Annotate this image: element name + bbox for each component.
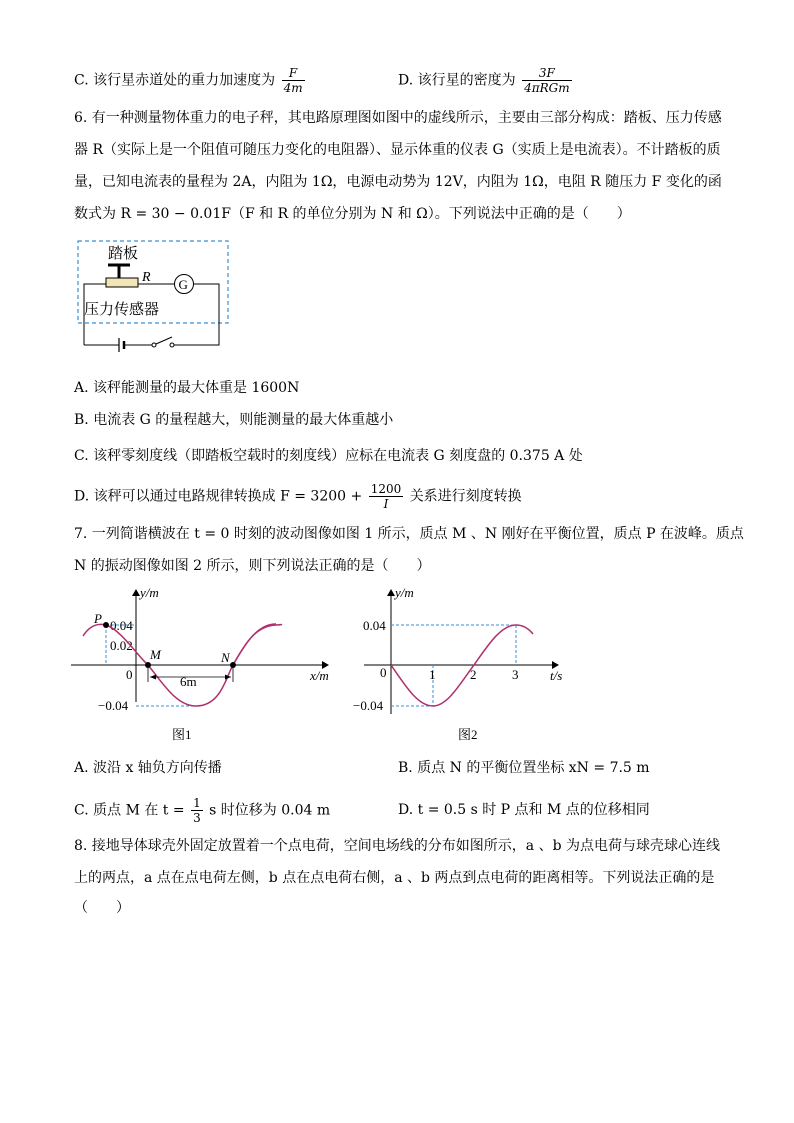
label-p: P [94,611,102,626]
q5-option-d[interactable] [398,66,574,95]
pressure-resistor [106,278,138,287]
q6-option-c[interactable]: C. 该秤零刻度线（即踏板空载时的刻度线）应标在电流表 G 刻度盘的 0.375 A 处 [74,448,583,464]
q6-stem-line-1: 6. 有一种测量物体重力的电子秤，其电路原理图如图中的虚线所示，主要由三部分构成：踏板、压力传感 [74,110,722,126]
q7-option-c-text: C. 质点 M 在 t = [74,802,185,819]
q8-stem-line-3: （ ） [74,900,130,916]
q5-option-d-text: D. 该行星的密度为 [398,72,516,89]
fig2-caption: 图2 [458,727,478,742]
q8-stem-line-1: 8. 接地导体球壳外固定放置着一个点电荷，空间电场线的分布如图所示，a 、b 为点电荷与球壳球心连线 [74,838,721,854]
q6-option-b[interactable]: B. 电流表 G 的量程越大，则能测量的最大体重越小 [74,412,394,428]
q6-circuit-diagram [72,238,237,356]
q6-option-d-text: D. 该秤可以通过电路规律转换成 F = 3200 + [74,488,363,505]
label-m: M [150,647,161,662]
switch-contact-right [170,343,174,347]
fig2-xlabel: t/s [550,668,563,683]
q7-stem-line-2: N 的振动图像如图 2 所示，则下列说法正确的是（ ） [74,558,431,574]
fig1-caption: 图1 [172,727,192,742]
sensor-label: 压力传感器 [84,302,160,318]
pedal-label: 踏板 [108,246,139,262]
label-n: N [221,650,230,665]
q6-stem-line-2: 器 R（实际上是一个阻值可随压力变化的电阻器）、显示体重的仪表 G（实质上是电流表）。不计踏板的质 [74,142,721,158]
switch-contact-left [152,343,156,347]
fig1-xlabel: x/m [310,668,329,683]
q6-option-d-fraction: $\frac{1200}{I}$ [370,482,402,511]
q8-stem-line-2: 上的两点，a 点在点电荷左侧，b 点在点电荷右侧，a 、b 两点到点电荷的距离相等。下列说法正确的是 [74,870,715,886]
q5-option-d-fraction: $\frac{3F}{\text{4πRGm}}$ [524,66,570,95]
q5-option-c-fraction: $\frac{F}{4m}$ [283,66,303,95]
q5-option-c-text: C. 该行星赤道处的重力加速度为 [74,72,276,89]
fig2-tick-2: 2 [470,667,477,682]
q6-stem-line-4: 数式为 R = 30 − 0.01F（F 和 R 的单位分别为 N 和 Ω）。下列说法中正确的是（ ） [74,206,631,222]
galvanometer-label: G [178,277,188,292]
q6-option-d[interactable] [74,482,522,511]
q6-option-a[interactable]: A. 该秤能测量的最大体重是 1600N [74,380,300,396]
q7-option-c-fraction: $\frac{1}{3}$ [193,796,201,825]
q7-option-c[interactable] [74,796,330,825]
q5-option-c[interactable] [74,66,307,95]
fig1-y-top: 0.04 [110,618,133,633]
q7-option-d[interactable]: D. t = 0.5 s 时 P 点和 M 点的位移相同 [398,802,650,818]
fig2-origin: 0 [380,665,387,680]
fig2-tick-3: 3 [512,667,519,682]
point-p [103,622,109,628]
q7-option-b[interactable]: B. 质点 N 的平衡位置坐标 xN = 7.5 m [398,760,650,776]
fig2-ylabel: y/m [395,585,414,600]
q6-stem-line-3: 量，已知电流表的量程为 2A，内阻为 1Ω，电源电动势为 12V，内阻为 1Ω，电阻 R 随压力 F 变化的函 [74,174,722,190]
q7-stem-line-1: 7. 一列简谐横波在 t = 0 时刻的波动图像如图 1 所示，质点 M 、N 刚好在平衡位置，质点 P 在波峰。质点 [74,526,744,542]
fig1-ylabel: y/m [140,585,159,600]
q7-option-a[interactable]: A. 波沿 x 轴负方向传播 [74,760,222,776]
point-m [145,662,151,668]
point-n [230,662,236,668]
switch-lever [156,337,172,344]
fig2-y-bottom: −0.04 [353,698,384,713]
q6-option-d-suffix: 关系进行刻度转换 [409,488,522,505]
resistor-label: R [142,270,151,285]
fig1-y-bottom: −0.04 [98,698,129,713]
span-label: 6m [180,674,197,689]
fig2-tick-1: 1 [429,667,436,682]
fig2-y-top: 0.04 [363,618,386,633]
fig1-origin: 0 [126,667,133,682]
fig1-y-mid: 0.02 [110,638,133,653]
q7-figure-2-vibration [346,582,576,744]
q7-option-c-suffix: s 时位移为 0.04 m [209,802,331,819]
q7-figure-1-wave [66,582,346,744]
